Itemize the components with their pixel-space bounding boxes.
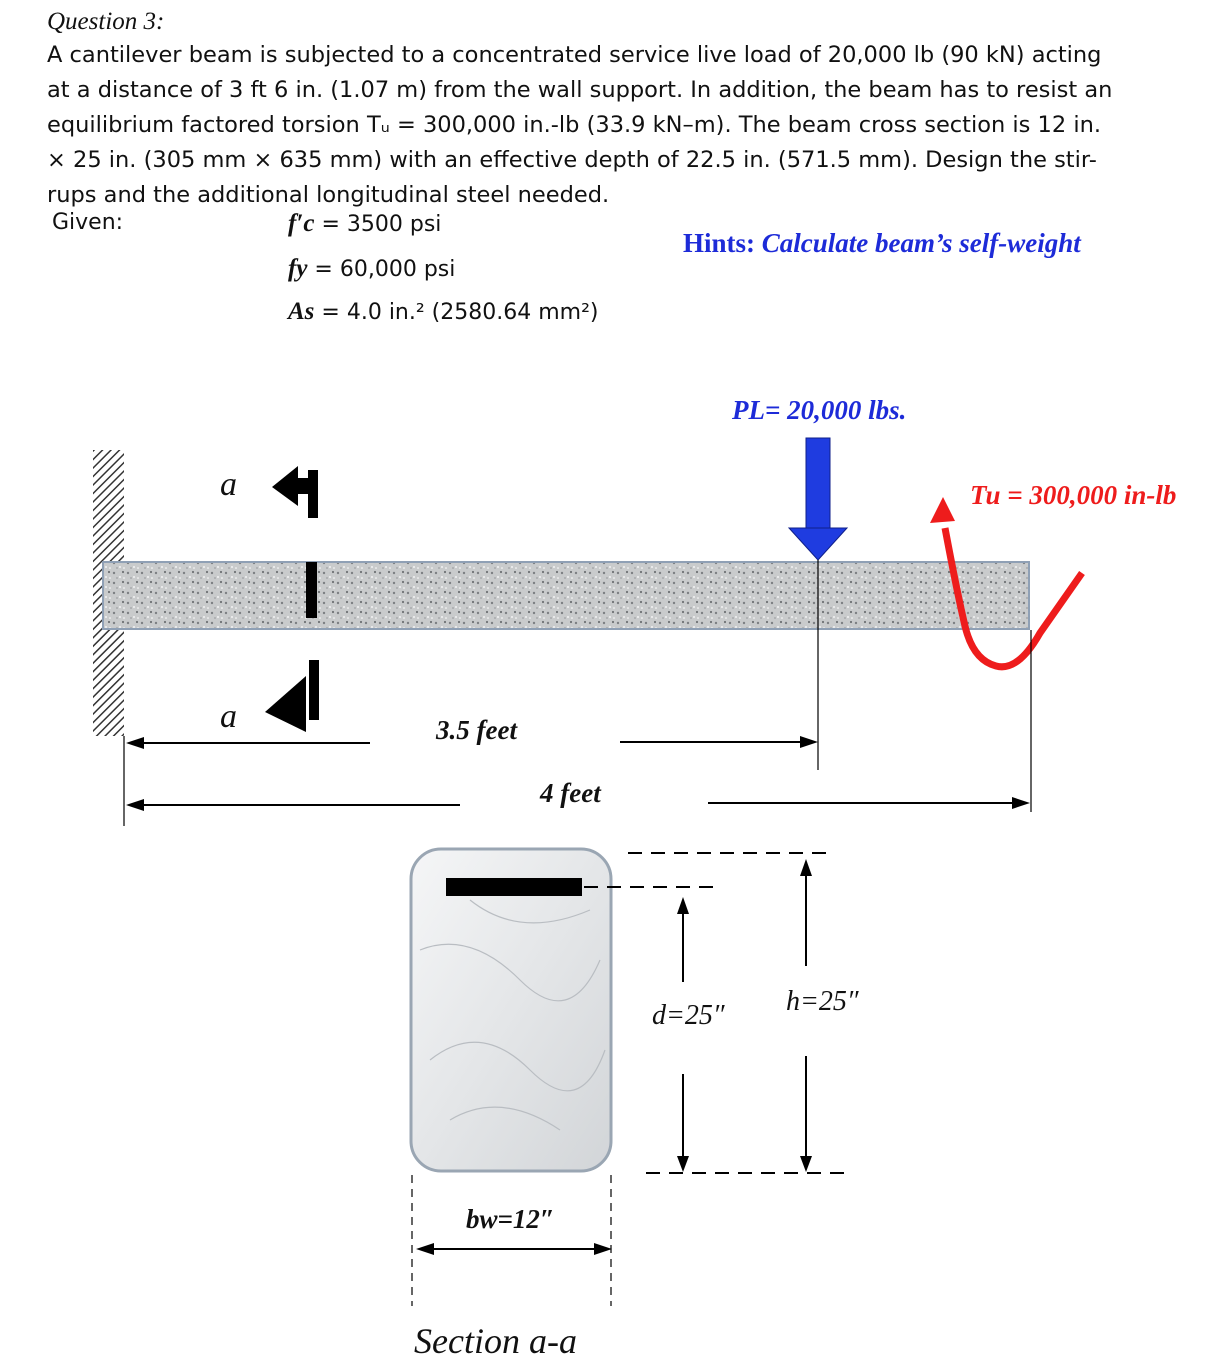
torsion-label: Tu = 300,000 in-lb — [970, 480, 1177, 510]
given-label: Given: — [52, 210, 124, 235]
dim-arrowhead — [800, 736, 818, 748]
dim-arrowhead — [594, 1243, 612, 1255]
load-label: PL= 20,000 lbs. — [732, 395, 907, 425]
dim-label-load-distance: 3.5 feet — [436, 715, 517, 745]
section-cut-arrow-bottom — [265, 676, 306, 732]
hints-text: Calculate beam’s self-weight — [761, 228, 1081, 258]
as-symbol: As — [288, 298, 315, 325]
hints-label: Hints: — [683, 228, 756, 258]
section-cut-label-top: a — [220, 466, 237, 503]
longitudinal-steel-bar — [446, 878, 582, 896]
problem-line: equilibrium factored torsion Tᵤ = 300,000 in.-lb (33.9 kN–m). The beam cross section is 12 in. — [47, 112, 1101, 138]
dim-arrowhead — [416, 1243, 434, 1255]
dim-label-effective-depth: d=25″ — [652, 1000, 725, 1031]
dim-label-total-height: h=25″ — [786, 986, 859, 1017]
dim-arrowhead — [677, 1156, 689, 1172]
section-title: Section a-a — [414, 1321, 577, 1361]
section-cut-line-mid — [306, 562, 317, 618]
fy-symbol: fy — [288, 255, 308, 282]
cantilever-beam — [103, 562, 1029, 629]
fy-value: = 60,000 psi — [314, 257, 456, 282]
section-cut-line-bottom — [309, 660, 319, 720]
dim-arrowhead — [677, 897, 689, 914]
problem-line: at a distance of 3 ft 6 in. (1.07 m) from the wall support. In addition, the beam has to resist an — [47, 77, 1113, 103]
section-cut-label-bottom: a — [220, 698, 237, 735]
fc-symbol: f′c — [288, 210, 315, 237]
dim-label-beam-length: 4 feet — [540, 778, 601, 808]
as-value: = 4.0 in.² (2580.64 mm²) — [321, 300, 599, 325]
cross-section — [411, 849, 611, 1171]
fc-value: = 3500 psi — [321, 212, 442, 237]
dim-arrowhead — [126, 737, 144, 749]
problem-line: × 25 in. (305 mm × 635 mm) with an effective depth of 22.5 in. (571.5 mm). Design the stir- — [47, 147, 1097, 173]
dim-arrowhead — [126, 799, 144, 811]
problem-line: A cantilever beam is subjected to a concentrated service live load of 20,000 lb (90 kN) acting — [47, 42, 1102, 68]
problem-line: rups and the additional longitudinal steel needed. — [47, 182, 610, 208]
question-heading: Question 3: — [47, 8, 165, 35]
dim-label-web-width: bw=12″ — [466, 1204, 555, 1234]
load-arrow-icon — [789, 438, 847, 560]
dim-arrowhead — [1012, 797, 1030, 809]
dim-arrowhead — [800, 859, 812, 876]
dim-arrowhead — [800, 1156, 812, 1172]
